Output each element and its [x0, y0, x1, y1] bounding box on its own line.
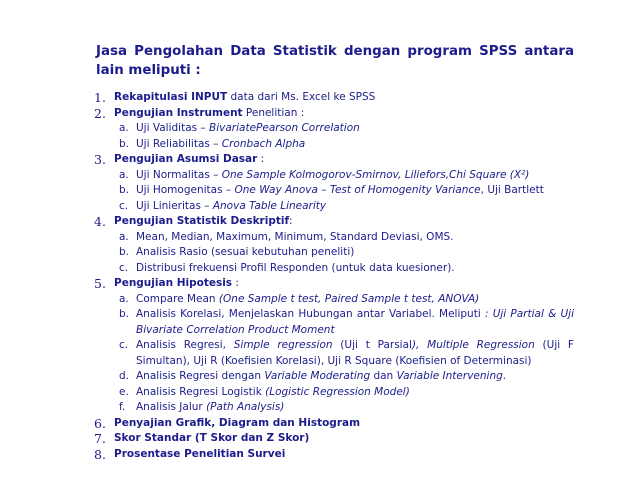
sub-item-text — [136, 307, 574, 338]
italic-text: Anova Table Linearity — [212, 199, 327, 212]
sub-item — [0, 400, 638, 416]
sub-item-letter: b. — [119, 137, 130, 150]
italic-text: Variable Moderating — [264, 370, 371, 382]
text-run: : — [232, 277, 239, 289]
text-run: data dari Ms. Excel ke SPSS — [227, 91, 376, 103]
italic-text: Variable Intervening — [396, 370, 503, 382]
sub-item-letter: b. — [119, 246, 130, 258]
sub-item — [0, 121, 638, 137]
text-run: dan — [370, 370, 397, 382]
text-run: Uji Reliabilitas – — [136, 137, 222, 150]
sub-item-text — [136, 245, 574, 261]
italic-text: Simple regression — [233, 339, 333, 351]
text-run: Mean, Median, Maximum, Minimum, Standard Deviasi, OMS. — [136, 230, 454, 243]
text-run: . — [502, 370, 507, 382]
list-item-number: 7. — [94, 431, 106, 446]
italic-text: Cronbach Alpha — [221, 137, 306, 150]
sub-item-text — [136, 338, 574, 369]
sub-item-letter: a. — [119, 292, 129, 305]
sub-item-text — [136, 400, 574, 416]
bold-text: Penyajian Grafik, Diagram dan Histogram — [114, 416, 361, 429]
sub-item — [0, 230, 638, 246]
text-run: Uji Linieritas – — [136, 199, 213, 212]
text-run: Analisis Jalur — [136, 401, 207, 413]
sub-item — [0, 307, 638, 338]
italic-text: : Uji Partial & Uji Bivariate Correlation Product Moment — [136, 308, 574, 336]
list-item — [0, 276, 638, 416]
text-run: Compare Mean — [136, 292, 219, 305]
sub-item-text — [136, 369, 574, 385]
sub-item — [0, 385, 638, 401]
bold-text: Rekapitulasi INPUT — [114, 91, 228, 103]
sub-item-text — [136, 199, 574, 215]
list-item-heading — [114, 106, 572, 122]
text-run: Analisis Regresi Logistik — [136, 385, 266, 398]
italic-text: One Way Anova – Test of Homogenity Variance — [234, 184, 481, 196]
sub-item-letter: b. — [119, 308, 130, 320]
sub-item-letter: a. — [119, 122, 129, 134]
sub-item — [0, 338, 638, 369]
text-run: Uji Validitas – — [136, 122, 210, 134]
sub-item-text — [136, 261, 574, 277]
text-run: Analisis Korelasi, Menjelaskan Hubungan antar Variabel. Meliputi — [136, 308, 485, 320]
list-item-heading — [114, 447, 572, 463]
bold-text: Pengujian Hipotesis — [114, 277, 233, 289]
text-run: (Uji t Parsial — [332, 339, 412, 351]
text-run: Distribusi frekuensi Profil Responden (untuk data kuesioner). — [136, 261, 455, 274]
bold-text: Pengujian Asumsi Dasar — [114, 153, 258, 165]
text-run: Analisis Rasio (sesuai kebutuhan peneliti) — [136, 246, 355, 258]
sub-item-text — [136, 121, 574, 137]
text-run: : — [289, 215, 293, 227]
bold-text: Pengujian Statistik Deskriptif — [114, 215, 290, 227]
list-item — [0, 90, 638, 106]
bold-text: Pengujian Instrument — [114, 106, 243, 119]
list-item — [0, 416, 638, 432]
list-item-number: 8. — [94, 446, 106, 462]
list-item-number: 2. — [94, 105, 106, 121]
list-item-heading — [114, 416, 572, 432]
list-item — [0, 152, 638, 214]
italic-text: (Path Analysis) — [206, 401, 285, 413]
list-item-number: 6. — [94, 415, 106, 431]
list-item — [0, 447, 638, 463]
slide-title: Jasa Pengolahan Data Statistik dengan program SPSS antara lain meliputi : — [96, 44, 574, 78]
list-item-heading — [114, 214, 572, 230]
text-run: : — [257, 153, 265, 165]
sub-item — [0, 137, 638, 153]
italic-text: ), Multiple Regression — [411, 339, 535, 351]
list-item-heading — [114, 431, 572, 447]
list-item-heading — [114, 276, 572, 292]
sub-item — [0, 292, 638, 308]
list-item — [0, 431, 638, 447]
sub-item-text — [136, 137, 574, 153]
sub-item-letter: c. — [119, 339, 129, 351]
sub-item-letter: c. — [119, 199, 129, 212]
sub-item — [0, 199, 638, 215]
list-item-number: 5. — [94, 276, 106, 291]
sub-item — [0, 261, 638, 277]
sub-item-text — [136, 183, 574, 199]
italic-text: (Logistic Regression Model) — [265, 385, 410, 398]
list-item-number: 1. — [94, 90, 106, 105]
sub-item-text — [136, 230, 574, 246]
list-item-heading — [114, 90, 572, 106]
sub-item-letter: a. — [119, 168, 129, 181]
list-item-heading — [114, 152, 572, 168]
list-item — [0, 106, 638, 153]
sub-item-text — [136, 168, 574, 184]
italic-text: One Sample Kolmogorov-Smirnov, Liliefors,Chi Square (X²) — [221, 168, 530, 181]
bold-text: Skor Standar (T Skor dan Z Skor) — [114, 432, 310, 444]
list-item-number: 3. — [94, 152, 106, 167]
sub-item — [0, 183, 638, 199]
sub-item — [0, 245, 638, 261]
text-run: Penelitian : — [242, 106, 305, 119]
italic-text: BivariatePearson Correlation — [209, 122, 360, 134]
service-list — [0, 90, 638, 462]
sub-item-letter: e. — [119, 385, 129, 398]
text-run: Analisis Regresi, — [136, 339, 234, 351]
text-run: Analisis Regresi dengan — [136, 370, 265, 382]
sub-item-text — [136, 292, 574, 308]
sub-item-letter: a. — [119, 230, 129, 243]
text-run: , Uji Bartlett — [480, 184, 544, 196]
text-run: Uji Homogenitas – — [136, 184, 235, 196]
sub-item — [0, 369, 638, 385]
sub-item-letter: d. — [119, 370, 130, 382]
sub-item-text — [136, 385, 574, 401]
sub-item-letter: f. — [119, 401, 126, 413]
list-item-number: 4. — [94, 214, 106, 229]
sub-item-letter: c. — [119, 261, 129, 274]
text-run: (Uji F Simultan), Uji R (Koefisien Korelasi), Uji R Square (Koefisien of Determinasi) — [136, 339, 574, 367]
text-run: Uji Normalitas – — [136, 168, 222, 181]
sub-item — [0, 168, 638, 184]
list-item — [0, 214, 638, 276]
bold-text: Prosentase Penelitian Survei — [114, 447, 286, 460]
sub-item-letter: b. — [119, 184, 130, 196]
italic-text: (One Sample t test, Paired Sample t test, ANOVA) — [218, 292, 480, 305]
